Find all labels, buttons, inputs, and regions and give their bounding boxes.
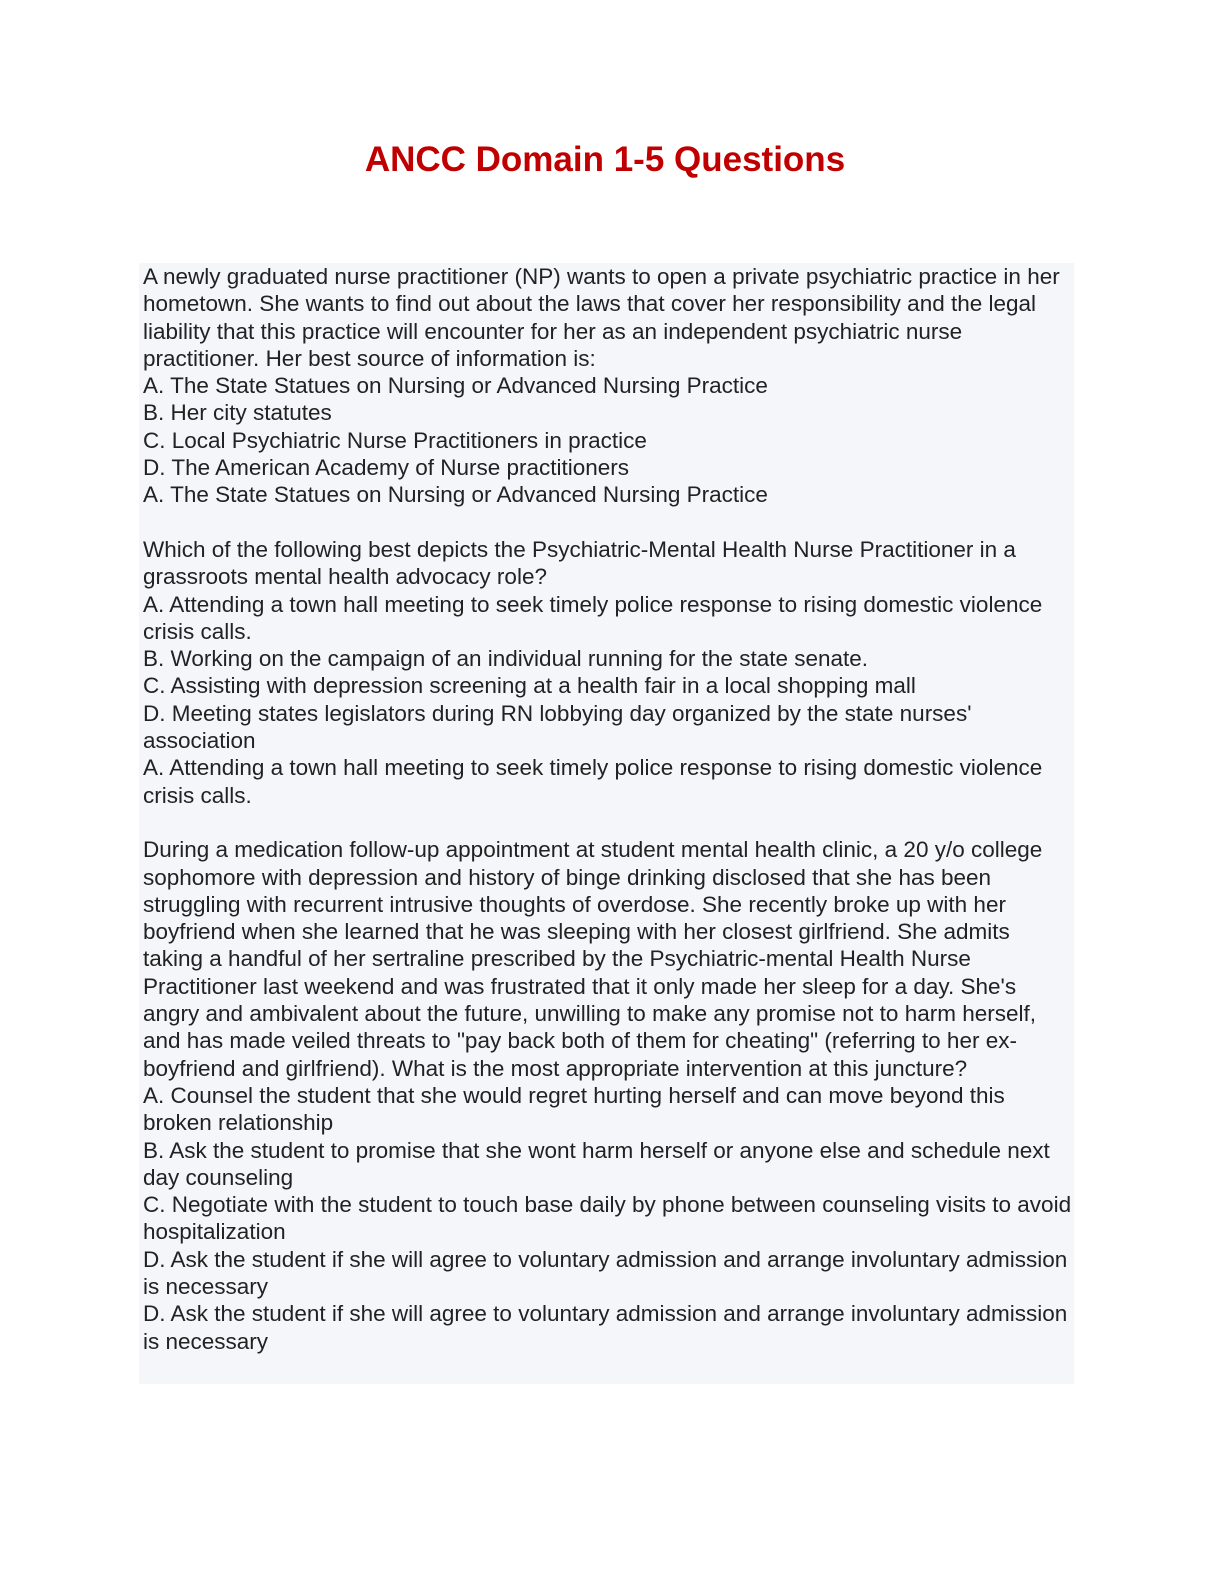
- answer-option-c: C. Assisting with depression screening at a health fair in a local shopping mall: [143, 673, 916, 699]
- answer-option-c: C. Negotiate with the student to touch base daily by phone between counseling visits to avoid hospitalization: [143, 1192, 1072, 1245]
- answer-option-b: B. Her city statutes: [143, 400, 332, 426]
- answer-option-d: D. Ask the student if she will agree to voluntary admission and arrange involuntary admission is necessary: [143, 1246, 1068, 1299]
- correct-answer: D. Ask the student if she will agree to voluntary admission and arrange involuntary admission is necessary: [143, 1301, 1068, 1354]
- question-list: [143, 263, 1073, 1355]
- answer-option-b: B. Ask the student to promise that she wont harm herself or anyone else and schedule next day counseling: [143, 1137, 1050, 1190]
- question-stem: Which of the following best depicts the Psychiatric-Mental Health Nurse Practitioner in a grassroots mental health advocacy role?: [143, 536, 1016, 590]
- correct-answer: A. The State Statues on Nursing or Advanced Nursing Practice: [143, 482, 768, 508]
- question-block-2: [143, 536, 1073, 809]
- answer-option-a: A. Attending a town hall meeting to seek timely police response to rising domestic violence crisis calls.: [143, 591, 1043, 644]
- question-block-1: [143, 263, 1073, 509]
- question-stem: A newly graduated nurse practitioner (NP) wants to open a private psychiatric practice in her hometown. She wants to find out about the laws that cover her responsibility and the legal liability that this practice will encounter for her as an independent psychiatric nurse practitioner. Her best source of information is:: [143, 264, 1060, 371]
- answer-option-d: D. Meeting states legislators during RN lobbying day organized by the state nurses' association: [143, 700, 972, 754]
- page-title: ANCC Domain 1-5 Questions: [364, 140, 846, 179]
- answer-option-a: A. The State Statues on Nursing or Advanced Nursing Practice: [143, 373, 768, 399]
- answer-option-a: A. Counsel the student that she would regret hurting herself and can move beyond this broken relationship: [143, 1082, 1005, 1136]
- answer-option-c: C. Local Psychiatric Nurse Practitioners in practice: [143, 427, 647, 453]
- answer-option-d: D. The American Academy of Nurse practitioners: [143, 455, 630, 481]
- question-block-3: [143, 836, 1073, 1355]
- question-stem: During a medication follow-up appointment at student mental health clinic, a 20 y/o college sophomore with depression and history of binge drinking disclosed that she has been struggling with recurrent intrusive thoughts of overdose. She recently broke up with her boyfriend when she learned that he was sleeping with her closest girlfriend. She admits taking a handful of her sertraline prescribed by the Psychiatric-mental Health Nurse Practitioner last weekend and was frustrated that it only made her sleep for a day. She's angry and ambivalent about the future, unwilling to make any promise not to harm herself, and has made veiled threats to "pay back both of them for cheating" (referring to her ex-boyfriend and girlfriend). What is the most appropriate intervention at this juncture?: [143, 837, 1043, 1081]
- correct-answer: A. Attending a town hall meeting to seek timely police response to rising domestic violence crisis calls.: [143, 755, 1043, 808]
- answer-option-b: B. Working on the campaign of an individual running for the state senate.: [143, 646, 869, 672]
